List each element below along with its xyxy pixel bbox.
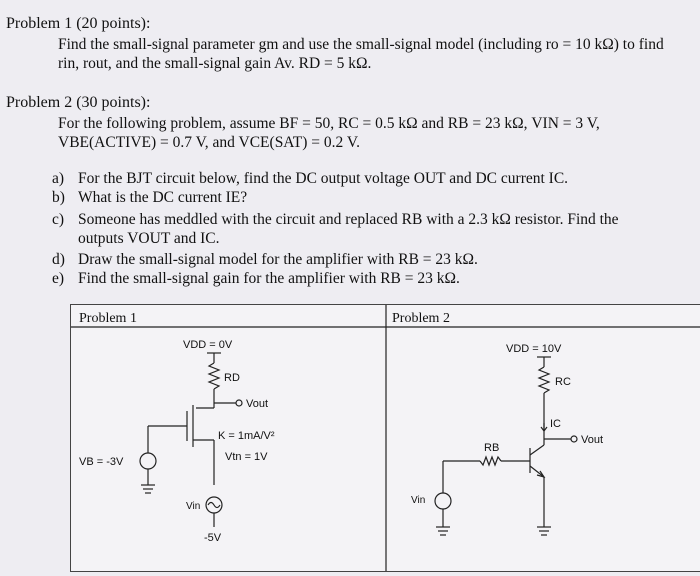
circuit-svg <box>71 305 700 571</box>
vss-label: -5V <box>204 532 222 544</box>
vin-label-1: Vin <box>186 501 201 512</box>
item-c-text: Someone has meddled with the circuit and replaced RB with a 2.3 kΩ resistor. Find the <box>78 211 619 228</box>
item-c-text-cont: outputs VOUT and IC. <box>78 230 220 247</box>
problem-1-heading: Problem 1 (20 points): <box>6 15 151 32</box>
problem-1-line-1: Find the small-signal parameter gm and use the small-signal model (including ro = 10 kΩ) to find <box>58 36 664 53</box>
vout-label-1: Vout <box>246 398 269 410</box>
resistor-rc <box>539 367 549 393</box>
vin-source-circle-2 <box>435 493 451 509</box>
problem-2-heading: Problem 2 (30 points): <box>6 94 151 111</box>
item-d-text: Draw the small-signal model for the amplifier with RB = 23 kΩ. <box>78 251 478 268</box>
ic-label: IC <box>550 418 561 430</box>
resistor-rd <box>209 363 219 389</box>
item-b-label: b) <box>52 189 65 206</box>
problem-1-line-2: rin, rout, and the small-signal gain Av. RD = 5 kΩ. <box>58 55 372 72</box>
item-d-label: d) <box>52 251 65 268</box>
item-b-text: What is the DC current IE? <box>78 189 248 206</box>
item-e-text: Find the small-signal gain for the amplifier with RB = 23 kΩ. <box>78 270 460 287</box>
resistor-rb <box>480 457 501 465</box>
problem-2-line-2: VBE(ACTIVE) = 0.7 V, and VCE(SAT) = 0.2 V. <box>58 134 360 151</box>
vout-terminal-1 <box>236 400 242 406</box>
vb-label: VB = -3V <box>79 456 124 468</box>
item-a-label: a) <box>52 170 65 187</box>
vb-source-circle <box>140 453 156 469</box>
vout-label-2: Vout <box>581 434 604 446</box>
item-a-text: For the BJT circuit below, find the DC output voltage OUT and DC current IC. <box>78 170 569 187</box>
vin-label-2: Vin <box>411 495 426 506</box>
bjt-collector-lead <box>530 445 544 455</box>
vdd-label-2: VDD = 10V <box>506 343 562 355</box>
rb-label: RB <box>484 442 500 454</box>
circuit-figure <box>70 304 700 572</box>
item-e-label: e) <box>52 270 65 287</box>
vout-terminal-2 <box>571 436 577 442</box>
rd-label: RD <box>224 372 240 384</box>
vtn-label: Vtn = 1V <box>225 451 268 463</box>
problem-2-line-1: For the following problem, assume BF = 50, RC = 0.5 kΩ and RB = 23 kΩ, VIN = 3 V, <box>58 115 600 132</box>
left-panel-title: Problem 1 <box>79 311 137 326</box>
rc-label: RC <box>555 376 571 388</box>
item-c-label: c) <box>52 211 65 228</box>
ac-source-wave <box>208 503 220 508</box>
right-panel-title: Problem 2 <box>392 311 450 326</box>
vdd-label-1: VDD = 0V <box>183 339 233 351</box>
k-label: K = 1mA/V² <box>218 430 275 442</box>
